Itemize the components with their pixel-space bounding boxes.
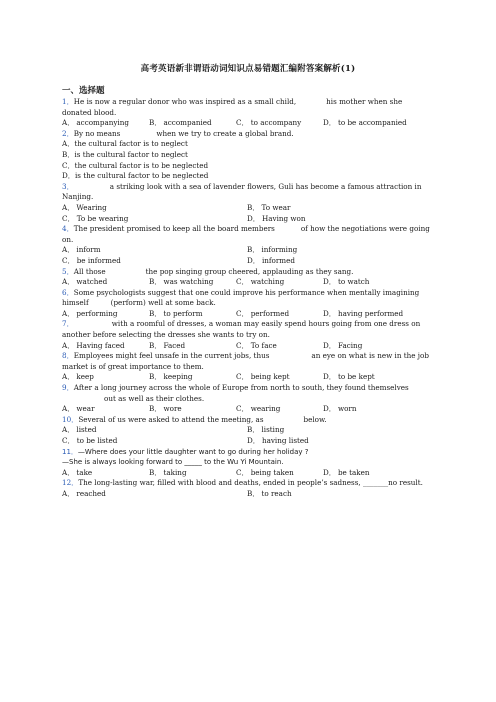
section-heading: 一、选择题: [62, 86, 105, 96]
answer-option: C． watching: [236, 277, 285, 287]
answer-option: D． to be accompanied: [323, 118, 407, 128]
options-row: [62, 256, 432, 267]
answer-option: D． to be kept: [323, 372, 375, 382]
answer-option: A． inform: [62, 245, 101, 255]
question-stem: [62, 288, 432, 309]
document-title: 高考英语新非谓语动词知识点易错题汇编附答案解析(1): [140, 64, 356, 74]
answer-option: B． taking: [149, 467, 187, 477]
question-text: The president promised to keep all the board members: [73, 224, 275, 234]
question-stem: [62, 97, 432, 118]
question-item: [62, 97, 432, 129]
answer-option: C． performed: [236, 308, 290, 318]
question-item: [62, 447, 432, 479]
answer-option: A． Wearing: [62, 202, 107, 212]
answer-option: A． watched: [62, 277, 108, 287]
answer-option: D． informed: [247, 255, 295, 265]
question-stem: [62, 478, 432, 489]
answer-option: B． Faced: [149, 340, 186, 350]
question-stem: [62, 447, 432, 458]
answer-option: A． reached: [62, 488, 106, 498]
options-row: [62, 341, 432, 352]
question-text: when we try to create a global brand.: [156, 128, 294, 138]
answer-option: B． to reach: [247, 488, 292, 498]
answer-option: C． wearing: [236, 404, 281, 414]
question-text: his mother when she donated blood.: [62, 97, 403, 117]
answer-option: B． informing: [247, 245, 298, 255]
answer-option: D． having listed: [247, 436, 309, 445]
question-text: Employees might feel unsafe in the current jobs, thus: [73, 351, 270, 361]
answer-option: A． listed: [62, 425, 97, 435]
question-stem: [62, 319, 432, 340]
question-text: an eye on what is new in the job market is of great importance to them.: [62, 351, 429, 371]
question-text: After a long journey across the whole of Europe from north to south, they found themselves: [73, 383, 409, 393]
question-number: 6．: [62, 287, 74, 297]
question-item: [62, 415, 432, 447]
question-text: the pop singing group cheered, applauding as they sang.: [145, 266, 354, 276]
question-number: 12．: [62, 478, 79, 488]
answer-option: C． being kept: [236, 372, 290, 382]
question-text: with a roomful of dresses, a woman may easily spend hours going from one dress on another before selecting the dresses she wants to try on.: [62, 319, 421, 340]
answer-option: B． keeping: [149, 372, 193, 382]
question-number: 7．: [62, 319, 74, 329]
question-number: 2．: [62, 128, 74, 138]
answer-option: A． Having faced: [62, 340, 125, 350]
question-item: [62, 182, 432, 224]
question-number: 8．: [62, 351, 74, 361]
options-row: [62, 309, 432, 320]
answer-option: B．is the cultural factor to neglect: [62, 149, 188, 159]
question-text: out as well as their clothes.: [104, 393, 205, 403]
question-item: [62, 383, 432, 415]
answer-option: B． To wear: [247, 202, 291, 212]
options-row: [62, 425, 432, 436]
answer-option: A．the cultural factor is to neglect: [62, 139, 188, 149]
options-row: [62, 404, 432, 415]
question-item: [62, 351, 432, 383]
answer-option: C． being taken: [236, 467, 294, 477]
question-text: He is now a regular donor who was inspired as a small child,: [73, 97, 297, 106]
answer-option: D． to watch: [323, 277, 370, 287]
question-list: [62, 97, 432, 500]
question-number: 3．: [62, 181, 74, 191]
answer-option: A． performing: [62, 308, 118, 318]
options-row: [62, 436, 432, 447]
answer-option: C． to accompany: [236, 118, 302, 128]
question-text: The long-lasting war, filled with blood and deaths, ended in people’s sadness, _______no result.: [78, 478, 423, 488]
options-row: [62, 468, 432, 479]
answer-option: D． Facing: [323, 340, 363, 350]
options-row: [62, 489, 432, 500]
options-row: [62, 277, 432, 288]
question-stem: [62, 129, 432, 140]
question-number: 9．: [62, 383, 74, 393]
answer-option: D．is the cultural factor to be neglected: [62, 171, 209, 181]
question-stem: [62, 383, 432, 404]
options-row: [62, 203, 432, 214]
question-number: 5．: [62, 266, 74, 276]
question-text: Several of us were asked to attend the meeting, as: [78, 414, 264, 424]
question-text: —Where does your little daughter want to go during her holiday ?: [77, 447, 309, 456]
question-text: of how the negotiations were going on.: [62, 224, 430, 244]
answer-option: A． take: [62, 467, 93, 477]
answer-option: C． To be wearing: [62, 213, 129, 223]
answer-option: C．the cultural factor is to be neglected: [62, 160, 209, 170]
question-stem: [62, 182, 432, 203]
options-row: [62, 245, 432, 256]
answer-option: D． Having won: [247, 213, 306, 223]
question-stem: [62, 351, 432, 372]
answer-option: D． worn: [323, 404, 357, 414]
question-item: [62, 129, 432, 182]
answer-option: C． be informed: [62, 255, 121, 265]
answer-option: B． was watching: [149, 277, 214, 287]
question-item: [62, 478, 432, 499]
question-text: By no means: [73, 128, 121, 138]
answer-option: D． having performed: [323, 308, 404, 318]
answer-option: C． to be listed: [62, 436, 118, 445]
question-item: [62, 288, 432, 320]
answer-option: B． wore: [149, 404, 182, 414]
answer-option: B． listing: [247, 425, 285, 435]
question-text: below.: [303, 414, 327, 424]
question-number: 4．: [62, 224, 74, 234]
question-number: 10．: [62, 414, 79, 424]
question-text: —She is always looking forward to _____ to the Wu Yi Mountain.: [62, 458, 284, 467]
question-number: 11．: [62, 447, 78, 456]
answer-option: D． be taken: [323, 467, 370, 477]
question-stem: [62, 267, 432, 278]
answer-option: A． accompanying: [62, 118, 129, 128]
question-item: [62, 267, 432, 288]
question-text: Some psychologists suggest that one could improve his performance when mentally imagining himself: [62, 287, 420, 308]
question-stem: [62, 415, 432, 426]
question-text: a striking look with a sea of lavender flowers, Guli has become a famous attraction in Nanjing.: [62, 181, 422, 202]
question-item: [62, 319, 432, 351]
question-text: All those: [73, 266, 106, 276]
question-text: (perform) well at some back.: [110, 298, 216, 308]
answer-option: C． To face: [236, 340, 277, 350]
question-stem: [62, 224, 432, 245]
answer-option: A． wear: [62, 404, 95, 414]
question-number: 1．: [62, 97, 74, 106]
answer-option: B． to perform: [149, 308, 203, 318]
options-row: [62, 372, 432, 383]
question-item: [62, 224, 432, 266]
options-row: [62, 214, 432, 225]
answer-option: A． keep: [62, 372, 94, 382]
answer-option: B． accompanied: [149, 118, 212, 128]
options-row: [62, 118, 432, 129]
